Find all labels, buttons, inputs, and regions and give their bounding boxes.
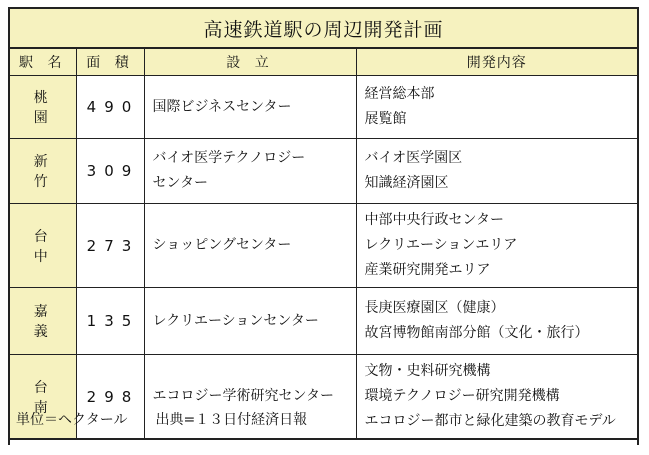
content-cell	[356, 204, 637, 288]
facility-cell	[144, 139, 356, 204]
content-line: バイオ医学園区	[364, 150, 463, 166]
content-cell	[356, 288, 637, 355]
area-value: 309	[76, 139, 144, 204]
content-line: 故宮博物館南部分館（文化・旅行）	[364, 325, 589, 341]
area-value: 273	[76, 204, 144, 288]
content-line: レクリエーションエリア	[364, 237, 518, 253]
footnote: 単位＝ヘクタール 出典=１３日付経済日報	[16, 412, 308, 428]
content-line: 中部中央行政センター	[364, 212, 504, 228]
station-name: 台 南	[10, 355, 76, 440]
facility-line: 国際ビジネスセンター	[152, 98, 292, 115]
facility-cell	[144, 204, 356, 288]
content-line: 展覧館	[364, 111, 407, 127]
table-title: 高速鉄道駅の周辺開発計画	[10, 9, 637, 49]
content-cell	[356, 355, 637, 440]
area-value: 490	[76, 76, 144, 139]
content-line: エコロジー都市と緑化建築の教育モデル	[364, 413, 616, 429]
station-name: 嘉 義	[10, 288, 76, 355]
header-station: 駅 名	[10, 49, 76, 76]
content-line: 知識経済園区	[364, 175, 449, 191]
table-row	[10, 288, 637, 355]
facility-line: エコロジー学術研究センター	[152, 388, 334, 404]
development-plan-table	[10, 49, 637, 440]
facility-line: センター	[152, 175, 208, 191]
content-line: 環境テクノロジー研究開発機構	[364, 388, 560, 404]
content-line: 長庚医療園区（健康）	[364, 300, 505, 316]
facility-cell	[144, 76, 356, 139]
content-cell	[356, 76, 637, 139]
development-plan-table-frame	[8, 7, 639, 445]
header-facility: 設 立	[144, 49, 356, 76]
content-line: 産業研究開発エリア	[364, 262, 491, 278]
header-content: 開発内容	[356, 49, 637, 76]
station-name: 新 竹	[10, 139, 76, 204]
content-line: 経営総本部	[364, 86, 435, 102]
facility-line: ショッピングセンター	[152, 237, 292, 253]
facility-line: バイオ医学テクノロジー	[152, 150, 306, 166]
table-row	[10, 204, 637, 288]
content-line: 文物・史料研究機構	[364, 363, 491, 379]
table-row	[10, 139, 637, 204]
table-row	[10, 76, 637, 139]
area-value: 135	[76, 288, 144, 355]
header-area: 面 積	[76, 49, 144, 76]
content-cell	[356, 139, 637, 204]
area-value: 298	[76, 355, 144, 440]
facility-cell	[144, 288, 356, 355]
header-row	[10, 49, 637, 76]
station-name: 台 中	[10, 204, 76, 288]
facility-line: レクリエーションセンター	[152, 312, 319, 329]
station-name: 桃 園	[10, 76, 76, 139]
